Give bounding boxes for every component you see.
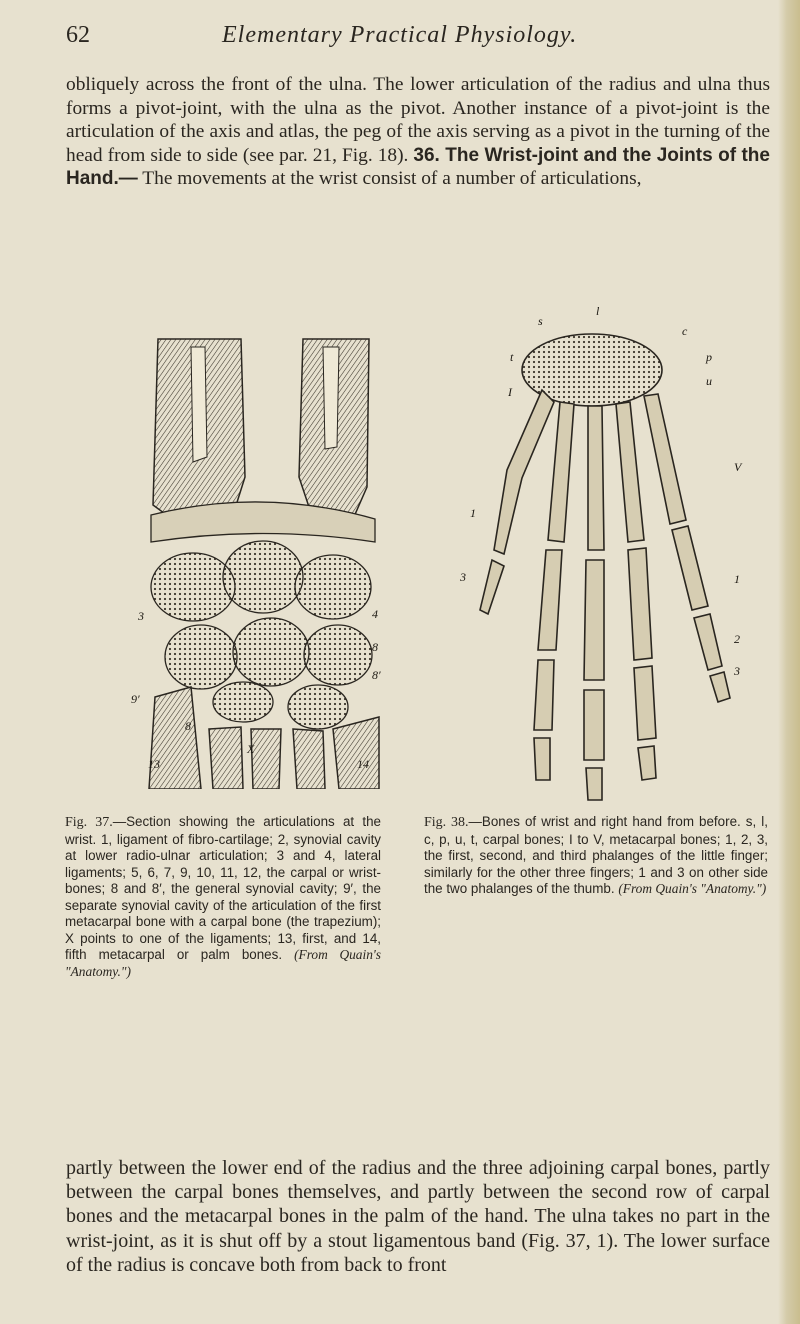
hand-bones-illustration — [452, 310, 772, 810]
fig37-label-13: 13 — [148, 757, 160, 771]
paragraph-bottom: partly between the lower end of the radius and the three adjoining carpal bones, partly between the carpal bones themselves, and partly between the second row of carpal bones and the metacarpal bones in the palm of the hand. The ulna takes no part in the wrist-joint, as it is shut off by a stout ligamentous band (Fig. 37, 1). The lower surface of the radius is concave both from back to front — [66, 1157, 770, 1276]
fig38-label-little-3: 3 — [734, 664, 740, 678]
fig38-label-c: c — [682, 324, 688, 338]
fig38-label-metacarpal-I: I — [508, 385, 512, 399]
page-header — [0, 22, 800, 62]
page-number: 62 — [66, 22, 90, 48]
fig38-caption-text: —Bones of wrist and right hand from before. s, l, c, p, u, t, carpal bones; I to V, metacarpal bones; 1, 2, 3, the first, second, and third phalanges of the little finger; similarly for the other three fingers; 1 and 3 on other side the two phalanges of the thumb. — [424, 814, 768, 896]
fig37-label-8-lower: 8 — [185, 719, 191, 733]
fig38-label-thumb-3: 3 — [460, 570, 466, 584]
fig38-caption-source: (From Quain's "Anatomy.") — [618, 881, 767, 896]
section-text: The movements at the wrist consist of a number of articulations, — [142, 168, 642, 190]
fig38-label-s: s — [538, 314, 543, 328]
fig37-label-14: 14 — [357, 757, 369, 771]
wrist-section-illustration — [143, 337, 383, 789]
running-title: Elementary Practical Physiology. — [222, 22, 578, 48]
fig38-label-p: p — [706, 350, 712, 364]
fig37-label-3: 3 — [138, 609, 144, 623]
fig37-caption-text: —Section showing the articulations at the wrist. 1, ligament of fibro-cartilage; 2, synovial cavity at lower radio-ulnar articulation; 3 and 4, lateral ligaments; 5, 6, 7, 9, 10, 11, 12, the carpal or wrist-bones; 8 and 8′, the general synovial cavity; 9′, the separate synovial cavity of the articulation of the first metacarpal bone with a carpal bone (the trapezium); X points to one of the ligaments; 13, first, and 14, fifth metacarpal or palm bones. — [65, 814, 381, 962]
fig37-caption-source: (From Quain's "Anatomy.") — [65, 947, 381, 979]
figure-38-hand-bones — [452, 304, 772, 810]
paragraph-top-text: obliquely across the front of the ulna. The lower articulation of the radius and ulna thus forms a pivot-joint, with the ulna as the pivot. Another instance of a pivot-joint is the articulation of the axis and atlas, the peg of the axis serving as a pivot in the turning of the head from side to side (see par. 21, Fig. 18). — [66, 74, 770, 166]
fig37-label-8-prime: 8′ — [372, 668, 381, 682]
paragraph-top — [66, 73, 770, 191]
fig38-label-little-2: 2 — [734, 632, 740, 646]
fig38-label-u: u — [706, 374, 712, 388]
fig38-caption-label: Fig. 38. — [424, 815, 469, 830]
fig38-label-little-1: 1 — [734, 572, 740, 586]
figure-38-caption — [424, 814, 768, 898]
figure-37-wrist-section — [131, 337, 383, 789]
figure-37-caption — [65, 814, 381, 980]
fig38-label-metacarpal-V: V — [734, 460, 742, 474]
page-edge-shadow — [778, 0, 800, 1324]
fig37-label-8: 8 — [372, 640, 378, 654]
fig38-label-l: l — [596, 304, 600, 318]
fig37-label-4: 4 — [372, 607, 378, 621]
fig38-label-t: t — [510, 350, 514, 364]
section-title: The Wrist-joint and the Joints of the Hand.— — [66, 144, 770, 190]
fig38-label-thumb-1: 1 — [470, 506, 476, 520]
fig37-caption-label: Fig. 37. — [65, 815, 113, 830]
section-number: 36. — [413, 144, 440, 166]
fig37-label-9-prime: 9′ — [131, 692, 140, 706]
fig37-label-x: X — [247, 742, 255, 756]
